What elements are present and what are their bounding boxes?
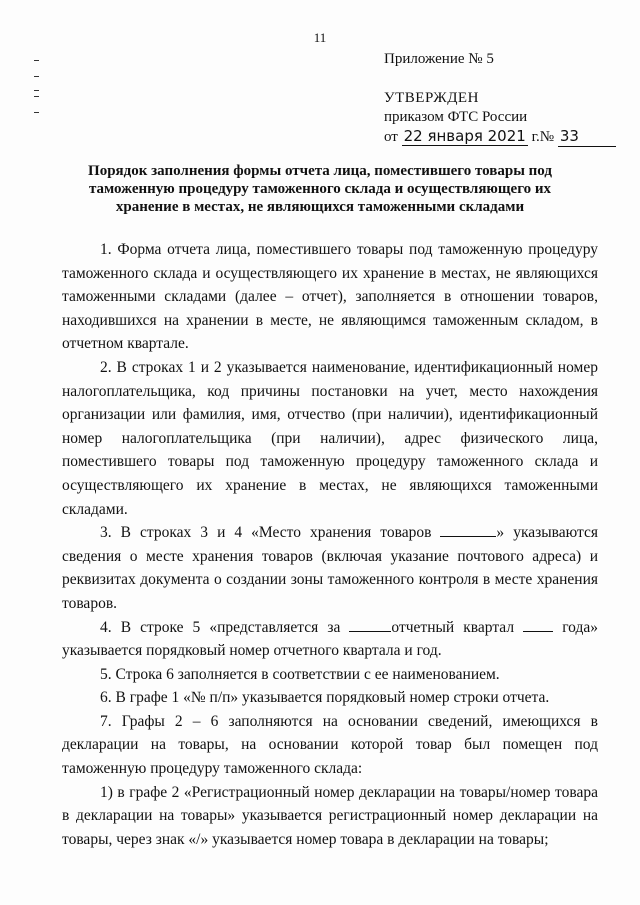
page-number: 11 bbox=[313, 30, 327, 45]
paragraph-5: 5. Строка 6 заполняется в соответствии с ее наименованием. bbox=[100, 665, 500, 683]
order-date: 22 января 2021 bbox=[403, 127, 526, 145]
paragraph-2: 2. В строках 1 и 2 указывается наименование, идентификационный номер налогоплательщика, код причины постановки на учет, место нахождения организации или фамилия, имя, отчество (при наличии), идентификационный номер налогоплательщика (при наличии), адрес физического лица, поместившего товары под таможенную процедуру таможенного склада и осуществляющего их хранение в местах, не являющихся таможенными складами. bbox=[62, 358, 598, 518]
order-issuer: приказом ФТС России bbox=[384, 109, 528, 125]
paragraph-3-start: 3. В строках 3 и 4 «Место хранения товаров bbox=[100, 524, 441, 542]
appendix-label: Приложение № 5 bbox=[384, 51, 494, 67]
paragraph-1: 1. Форма отчета лица, поместившего товары под таможенную процедуру таможенного склада и осуществляющего их хранение в местах, не являющихся таможенными складами (далее – отчет), заполняется в отношении товаров, находившихся на хранении в месте, не являющимся таможенным складом, в отчетном квартале. bbox=[62, 241, 598, 353]
date-prefix: от bbox=[384, 129, 398, 145]
paragraph-4-b: отчетный квартал bbox=[391, 618, 524, 636]
paragraph-4 bbox=[62, 616, 598, 663]
paragraph-3 bbox=[62, 521, 598, 615]
margin-mark bbox=[34, 60, 39, 61]
document-body bbox=[62, 238, 598, 851]
margin-mark bbox=[34, 96, 39, 97]
paragraph-7: 7. Графы 2 – 6 заполняются на основании сведений, имеющихся в декларации на товары, на основании которой товар был помещен под таможенную процедуру таможенного склада: bbox=[62, 712, 598, 778]
paragraph-4-a: 4. В строке 5 «представляется за bbox=[100, 618, 350, 636]
blank-field bbox=[440, 522, 496, 537]
margin-mark bbox=[34, 90, 39, 91]
paragraph-8: 1) в графе 2 «Регистрационный номер декларации на товары/номер товара в декларации на товары» указывается регистрационный номер декларации на товары, через знак «/» указывается номер товара в декларации на товары; bbox=[62, 783, 598, 848]
order-number: 33 bbox=[558, 127, 616, 147]
paragraph-3-end: » указываются сведения о месте хранения товаров (включая указание почтового адреса) и реквизитах документа о создании зоны таможенного контроля в месте хранения товаров. bbox=[62, 524, 598, 612]
blank-field bbox=[523, 617, 553, 632]
approval-block bbox=[384, 50, 624, 147]
approved-label: УТВЕРЖДЕН bbox=[384, 90, 479, 106]
year-suffix: г. bbox=[531, 129, 540, 145]
margin-mark bbox=[34, 76, 39, 77]
blank-field bbox=[349, 617, 391, 632]
number-prefix: № bbox=[539, 129, 555, 145]
paragraph-4-c: года» указывается порядковый номер отчетного квартала и год. bbox=[62, 618, 598, 660]
document-title: Порядок заполнения формы отчета лица, поместившего товары под таможенную процедуру таможенного склада и осуществляющего их хранение в местах, не являющихся таможенными складами bbox=[88, 163, 552, 215]
margin-mark bbox=[34, 112, 39, 113]
order-date-line bbox=[384, 127, 616, 147]
paragraph-6: 6. В графе 1 «№ п/п» указывается порядковый номер строки отчета. bbox=[100, 689, 550, 707]
